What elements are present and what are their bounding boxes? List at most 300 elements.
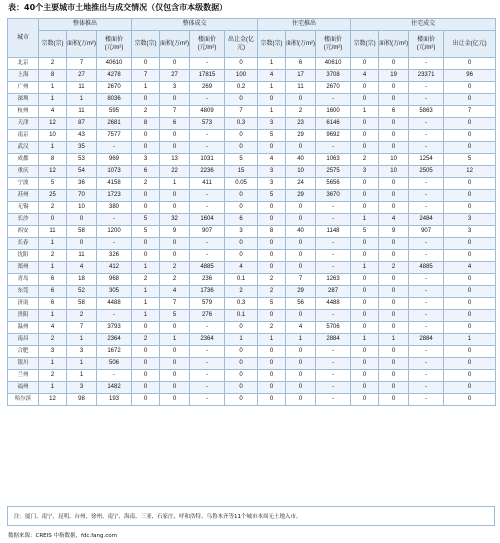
- table-cell: 6: [39, 298, 67, 310]
- table-cell: 0: [444, 322, 496, 334]
- land-data-table: [7, 18, 496, 406]
- table-cell: 0: [160, 190, 190, 202]
- table-cell: 7: [225, 106, 258, 118]
- table-cell: 7577: [97, 130, 132, 142]
- table-cell: 56: [286, 298, 316, 310]
- table-cell: 100: [225, 70, 258, 82]
- table-cell: 0: [379, 118, 409, 130]
- table-row: [8, 238, 496, 250]
- table-cell: 12: [39, 118, 67, 130]
- table-cell: 8: [132, 118, 160, 130]
- table-cell: 0: [351, 298, 379, 310]
- table-cell: -: [190, 250, 225, 262]
- table-cell: -: [409, 202, 444, 214]
- table-cell: 0: [444, 118, 496, 130]
- table-cell: -: [409, 358, 444, 370]
- table-row: [8, 142, 496, 154]
- table-cell: 5: [444, 154, 496, 166]
- table-cell: 0: [39, 214, 67, 226]
- city-cell: 福州: [8, 382, 39, 394]
- table-cell: 1: [225, 334, 258, 346]
- table-cell: 0: [225, 370, 258, 382]
- table-cell: 2: [258, 274, 286, 286]
- table-cell: 1: [258, 334, 286, 346]
- table-cell: 0: [351, 238, 379, 250]
- table-cell: 0: [379, 298, 409, 310]
- table-cell: 40610: [97, 58, 132, 70]
- table-cell: 6: [225, 214, 258, 226]
- city-cell: 贵阳: [8, 310, 39, 322]
- table-cell: -: [190, 322, 225, 334]
- table-cell: 0: [379, 394, 409, 406]
- table-cell: 0: [379, 238, 409, 250]
- table-cell: 0: [132, 142, 160, 154]
- table-cell: 4809: [190, 106, 225, 118]
- table-cell: 0: [444, 298, 496, 310]
- column-header: 楼面价(元/m²): [409, 31, 444, 58]
- table-cell: 0: [225, 394, 258, 406]
- group-header: 整体成交: [132, 19, 258, 31]
- table-cell: 5: [258, 130, 286, 142]
- table-cell: 1: [286, 334, 316, 346]
- table-cell: 0: [225, 382, 258, 394]
- table-cell: 5706: [316, 322, 351, 334]
- table-cell: 3: [67, 346, 97, 358]
- table-cell: 0: [379, 58, 409, 70]
- table-cell: 2: [132, 106, 160, 118]
- table-cell: -: [316, 262, 351, 274]
- table-cell: 0: [225, 250, 258, 262]
- column-header: 出让金(亿元): [444, 31, 496, 58]
- table-cell: 7: [444, 106, 496, 118]
- table-cell: 0: [444, 394, 496, 406]
- table-cell: -: [190, 238, 225, 250]
- table-cell: 0: [258, 262, 286, 274]
- table-cell: 0: [379, 370, 409, 382]
- table-cell: 0: [225, 322, 258, 334]
- table-cell: 0: [444, 274, 496, 286]
- table-cell: 0: [379, 82, 409, 94]
- city-cell: 青岛: [8, 274, 39, 286]
- table-cell: 0: [160, 370, 190, 382]
- table-cell: 0: [379, 382, 409, 394]
- table-cell: 0: [286, 202, 316, 214]
- table-cell: 2884: [409, 334, 444, 346]
- table-cell: -: [409, 238, 444, 250]
- table-cell: 1254: [409, 154, 444, 166]
- city-cell: 温州: [8, 322, 39, 334]
- table-row: [8, 82, 496, 94]
- table-cell: 18: [67, 274, 97, 286]
- table-cell: 269: [190, 82, 225, 94]
- city-cell: 宁波: [8, 178, 39, 190]
- city-cell: 长沙: [8, 214, 39, 226]
- city-cell: 重庆: [8, 166, 39, 178]
- table-cell: 27: [67, 70, 97, 82]
- table-cell: 2: [39, 370, 67, 382]
- table-cell: 32: [160, 214, 190, 226]
- table-cell: 0: [258, 214, 286, 226]
- table-cell: 0: [351, 274, 379, 286]
- table-cell: 0: [444, 202, 496, 214]
- table-cell: 0: [351, 178, 379, 190]
- table-cell: 4: [67, 262, 97, 274]
- table-cell: 23371: [409, 70, 444, 82]
- table-cell: -: [409, 82, 444, 94]
- table-body: [8, 58, 496, 406]
- column-header: 楼面价(元/m²): [97, 31, 132, 58]
- table-cell: 1: [132, 82, 160, 94]
- table-cell: -: [190, 94, 225, 106]
- table-cell: -: [409, 298, 444, 310]
- table-cell: 0: [160, 58, 190, 70]
- city-cell: 苏州: [8, 190, 39, 202]
- table-cell: 2364: [97, 334, 132, 346]
- table-cell: 1: [132, 286, 160, 298]
- table-row: [8, 118, 496, 130]
- table-cell: 12: [39, 166, 67, 178]
- table-cell: 25: [39, 190, 67, 202]
- table-cell: 3: [258, 178, 286, 190]
- table-cell: 0: [258, 310, 286, 322]
- table-cell: 1: [351, 262, 379, 274]
- table-cell: 4885: [190, 262, 225, 274]
- table-cell: 2: [258, 322, 286, 334]
- table-cell: 1: [39, 310, 67, 322]
- city-cell: 西安: [8, 226, 39, 238]
- table-cell: 2: [160, 262, 190, 274]
- city-cell: 成都: [8, 154, 39, 166]
- table-cell: 0: [444, 58, 496, 70]
- group-header: 住宅成交: [351, 19, 496, 31]
- table-cell: 0: [351, 202, 379, 214]
- table-cell: 4885: [409, 262, 444, 274]
- table-cell: 0: [444, 382, 496, 394]
- table-cell: 0: [444, 358, 496, 370]
- table-cell: -: [97, 238, 132, 250]
- table-cell: 40610: [316, 58, 351, 70]
- table-cell: 1: [351, 214, 379, 226]
- table-cell: 0: [286, 214, 316, 226]
- table-cell: 7: [160, 106, 190, 118]
- table-cell: 0: [351, 58, 379, 70]
- table-cell: 3670: [316, 190, 351, 202]
- table-cell: 0: [444, 238, 496, 250]
- table-cell: 1: [351, 334, 379, 346]
- table-cell: 54: [67, 166, 97, 178]
- table-cell: 29: [286, 190, 316, 202]
- table-cell: 7: [132, 70, 160, 82]
- city-cell: 南京: [8, 130, 39, 142]
- column-header: 楼面价(元/m²): [316, 31, 351, 58]
- table-row: [8, 298, 496, 310]
- column-header: 宗数(宗): [39, 31, 67, 58]
- table-row: [8, 286, 496, 298]
- table-row: [8, 322, 496, 334]
- table-cell: 5863: [409, 106, 444, 118]
- table-row: [8, 274, 496, 286]
- table-cell: 0: [444, 130, 496, 142]
- table-cell: 0: [132, 250, 160, 262]
- table-cell: 3: [258, 166, 286, 178]
- table-cell: 0: [444, 286, 496, 298]
- table-cell: 40: [286, 226, 316, 238]
- column-header: 楼面价(元/m²): [190, 31, 225, 58]
- table-cell: -: [409, 118, 444, 130]
- table-cell: 1: [39, 358, 67, 370]
- table-cell: 0: [444, 346, 496, 358]
- table-cell: 3: [351, 166, 379, 178]
- table-cell: 19: [379, 70, 409, 82]
- table-cell: 8: [39, 70, 67, 82]
- table-cell: 40: [286, 154, 316, 166]
- table-cell: 35: [67, 142, 97, 154]
- table-cell: 11: [67, 106, 97, 118]
- table-cell: 0: [258, 142, 286, 154]
- table-cell: 5: [132, 226, 160, 238]
- table-cell: 3: [67, 382, 97, 394]
- table-cell: 2670: [316, 82, 351, 94]
- table-cell: 98: [67, 394, 97, 406]
- table-cell: 305: [97, 286, 132, 298]
- table-cell: 1672: [97, 346, 132, 358]
- city-cell: 济南: [8, 298, 39, 310]
- table-cell: 4: [444, 262, 496, 274]
- table-cell: 0: [286, 394, 316, 406]
- table-cell: 0: [258, 394, 286, 406]
- table-cell: 5: [225, 154, 258, 166]
- table-cell: 3: [444, 226, 496, 238]
- table-row: [8, 382, 496, 394]
- table-cell: -: [409, 370, 444, 382]
- table-cell: -: [316, 142, 351, 154]
- table-cell: 0: [160, 130, 190, 142]
- table-cell: 6: [132, 166, 160, 178]
- table-cell: 0: [351, 190, 379, 202]
- table-cell: 0: [444, 178, 496, 190]
- table-cell: 29: [286, 130, 316, 142]
- city-cell: 南昌: [8, 334, 39, 346]
- table-cell: 1: [160, 334, 190, 346]
- table-cell: 3: [132, 154, 160, 166]
- table-cell: 0: [444, 94, 496, 106]
- table-cell: 1: [39, 82, 67, 94]
- table-cell: 6: [39, 286, 67, 298]
- table-cell: -: [316, 214, 351, 226]
- city-cell: 兰州: [8, 370, 39, 382]
- table-cell: 0: [286, 310, 316, 322]
- table-cell: -: [190, 202, 225, 214]
- table-row: [8, 130, 496, 142]
- table-cell: 0: [67, 238, 97, 250]
- table-cell: 4: [286, 322, 316, 334]
- table-cell: 4488: [316, 298, 351, 310]
- table-cell: 2: [39, 58, 67, 70]
- table-cell: 4: [39, 322, 67, 334]
- table-cell: 0: [132, 202, 160, 214]
- table-cell: 10: [67, 202, 97, 214]
- table-cell: -: [409, 382, 444, 394]
- table-cell: 4: [160, 286, 190, 298]
- table-cell: -: [409, 190, 444, 202]
- table-cell: -: [316, 370, 351, 382]
- table-cell: 0: [351, 346, 379, 358]
- table-cell: 0: [444, 370, 496, 382]
- table-cell: 11: [67, 250, 97, 262]
- table-cell: 2681: [97, 118, 132, 130]
- table-cell: 7: [67, 322, 97, 334]
- table-cell: -: [316, 346, 351, 358]
- table-cell: 2236: [190, 166, 225, 178]
- table-cell: 2: [39, 334, 67, 346]
- page-title: 表：40个主要城市土地推出与成交情况（仅包含市本级数据）: [8, 3, 228, 12]
- table-cell: 2: [286, 106, 316, 118]
- table-row: [8, 214, 496, 226]
- table-cell: 1: [258, 58, 286, 70]
- table-cell: -: [409, 142, 444, 154]
- table-cell: 3: [39, 346, 67, 358]
- table-cell: 13: [160, 154, 190, 166]
- table-cell: 0: [132, 394, 160, 406]
- table-cell: 0: [286, 250, 316, 262]
- table-cell: 1: [132, 262, 160, 274]
- table-cell: -: [316, 310, 351, 322]
- table-cell: 8: [39, 154, 67, 166]
- table-cell: 1: [444, 334, 496, 346]
- table-cell: 0: [286, 142, 316, 154]
- table-cell: 0: [132, 58, 160, 70]
- table-cell: 0: [160, 394, 190, 406]
- table-cell: -: [97, 214, 132, 226]
- table-cell: 3: [225, 226, 258, 238]
- table-cell: 1148: [316, 226, 351, 238]
- table-cell: -: [190, 382, 225, 394]
- table-cell: 0: [351, 310, 379, 322]
- table-cell: 17815: [190, 70, 225, 82]
- table-cell: 1031: [190, 154, 225, 166]
- table-cell: 5656: [316, 178, 351, 190]
- table-cell: 0: [225, 142, 258, 154]
- table-cell: 0: [351, 94, 379, 106]
- table-cell: -: [190, 370, 225, 382]
- table-cell: -: [409, 178, 444, 190]
- table-cell: -: [316, 238, 351, 250]
- table-cell: 12: [444, 166, 496, 178]
- table-cell: 0: [132, 94, 160, 106]
- table-cell: -: [409, 286, 444, 298]
- city-cell: 北京: [8, 58, 39, 70]
- city-cell: 广州: [8, 82, 39, 94]
- table-cell: 43: [67, 130, 97, 142]
- table-cell: 96: [444, 70, 496, 82]
- table-cell: 2: [67, 310, 97, 322]
- table-cell: 6: [160, 118, 190, 130]
- table-cell: 287: [316, 286, 351, 298]
- table-cell: 0: [132, 130, 160, 142]
- table-cell: 0: [286, 94, 316, 106]
- table-cell: 2: [160, 274, 190, 286]
- table-row: [8, 346, 496, 358]
- city-cell: 银川: [8, 358, 39, 370]
- table-cell: 2: [39, 250, 67, 262]
- column-header: 宗数(宗): [258, 31, 286, 58]
- table-cell: 0: [351, 322, 379, 334]
- table-cell: 0: [444, 250, 496, 262]
- table-cell: 0: [379, 142, 409, 154]
- table-cell: 0: [286, 346, 316, 358]
- table-cell: 1263: [316, 274, 351, 286]
- table-cell: 3708: [316, 70, 351, 82]
- table-row: [8, 262, 496, 274]
- column-header: 宗数(宗): [351, 31, 379, 58]
- table-cell: 5: [351, 226, 379, 238]
- table-cell: 0: [286, 358, 316, 370]
- table-cell: 0.3: [225, 298, 258, 310]
- table-cell: -: [97, 370, 132, 382]
- table-cell: 5: [132, 214, 160, 226]
- table-cell: 0: [160, 322, 190, 334]
- table-cell: 1: [39, 94, 67, 106]
- table-cell: -: [316, 382, 351, 394]
- city-cell: 长春: [8, 238, 39, 250]
- table-cell: 2364: [190, 334, 225, 346]
- table-cell: 0: [132, 358, 160, 370]
- table-cell: 36: [67, 178, 97, 190]
- table-cell: 1: [39, 262, 67, 274]
- table-cell: 0: [351, 250, 379, 262]
- table-cell: 0: [258, 370, 286, 382]
- table-row: [8, 358, 496, 370]
- table-cell: 9: [160, 226, 190, 238]
- city-cell: 合肥: [8, 346, 39, 358]
- table-cell: 10: [39, 130, 67, 142]
- table-cell: 1482: [97, 382, 132, 394]
- table-cell: 1: [160, 178, 190, 190]
- table-cell: -: [190, 394, 225, 406]
- table-cell: 236: [190, 274, 225, 286]
- table-cell: 5: [258, 298, 286, 310]
- table-cell: 0: [160, 94, 190, 106]
- table-cell: 17: [286, 70, 316, 82]
- table-cell: 579: [190, 298, 225, 310]
- table-cell: 0: [351, 118, 379, 130]
- city-cell: 哈尔滨: [8, 394, 39, 406]
- table-cell: 0: [286, 262, 316, 274]
- table-cell: 1: [258, 106, 286, 118]
- table-cell: 380: [97, 202, 132, 214]
- table-cell: 52: [67, 286, 97, 298]
- table-cell: 29: [286, 286, 316, 298]
- table-cell: 12: [39, 394, 67, 406]
- table-cell: 2: [351, 154, 379, 166]
- table-cell: 0.2: [225, 82, 258, 94]
- table-cell: 1: [39, 142, 67, 154]
- table-cell: 0: [160, 358, 190, 370]
- table-cell: 0: [379, 202, 409, 214]
- table-cell: 1073: [97, 166, 132, 178]
- table-cell: 0: [160, 250, 190, 262]
- table-cell: 0.1: [225, 274, 258, 286]
- table-cell: 1600: [316, 106, 351, 118]
- table-cell: 595: [97, 106, 132, 118]
- table-cell: 2: [225, 286, 258, 298]
- table-cell: 1: [67, 358, 97, 370]
- table-cell: 907: [190, 226, 225, 238]
- table-row: [8, 370, 496, 382]
- table-cell: 4: [351, 70, 379, 82]
- table-cell: 2: [132, 274, 160, 286]
- column-header: 面积(万m²): [379, 31, 409, 58]
